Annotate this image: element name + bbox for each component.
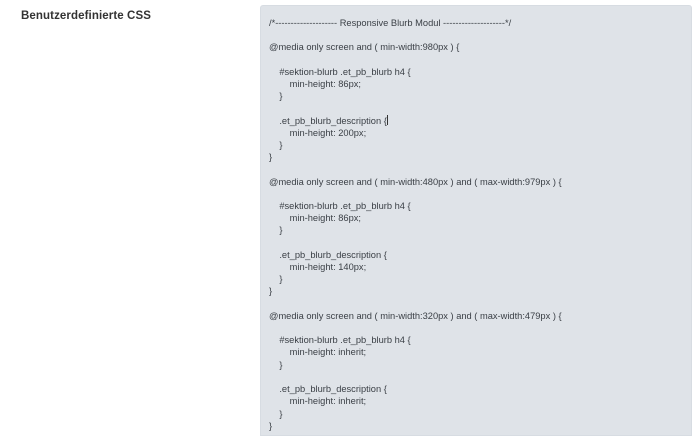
code-line: @media only screen and ( min-width:320px ) and ( max-width:479px ) { <box>269 310 562 321</box>
code-line: .et_pb_blurb_description { <box>269 249 387 260</box>
custom-css-textarea[interactable] <box>260 5 692 436</box>
code-line: min-height: inherit; <box>269 396 367 407</box>
code-line: min-height: 140px; <box>269 262 367 273</box>
code-line: .et_pb_blurb_description { <box>269 384 387 395</box>
code-line: } <box>269 286 273 297</box>
code-line: } <box>269 408 283 419</box>
code-line: .et_pb_blurb_description { <box>269 115 387 126</box>
code-line: } <box>269 274 283 285</box>
custom-css-label: Benutzerdefinierte CSS <box>21 10 152 22</box>
code-line: @media only screen and ( min-width:980px ) { <box>269 42 460 53</box>
code-line: } <box>269 91 283 102</box>
code-line: } <box>269 359 283 370</box>
code-line: #sektion-blurb .et_pb_blurb h4 { <box>269 335 411 346</box>
text-cursor <box>387 115 388 125</box>
code-line: min-height: 86px; <box>269 79 361 90</box>
code-line: #sektion-blurb .et_pb_blurb h4 { <box>269 201 411 212</box>
code-line: min-height: inherit; <box>269 347 367 358</box>
code-line: min-height: 200px; <box>269 127 367 138</box>
code-line: /*-------------------- Responsive Blurb Modul --------------------*/ <box>269 18 512 28</box>
code-line: } <box>269 225 283 236</box>
code-line: @media only screen and ( min-width:480px ) and ( max-width:979px ) { <box>269 176 562 187</box>
code-line: } <box>269 420 273 431</box>
code-line: } <box>269 140 283 151</box>
code-line: min-height: 86px; <box>269 213 361 224</box>
code-line: #sektion-blurb .et_pb_blurb h4 { <box>269 66 411 77</box>
code-line: } <box>269 152 273 163</box>
